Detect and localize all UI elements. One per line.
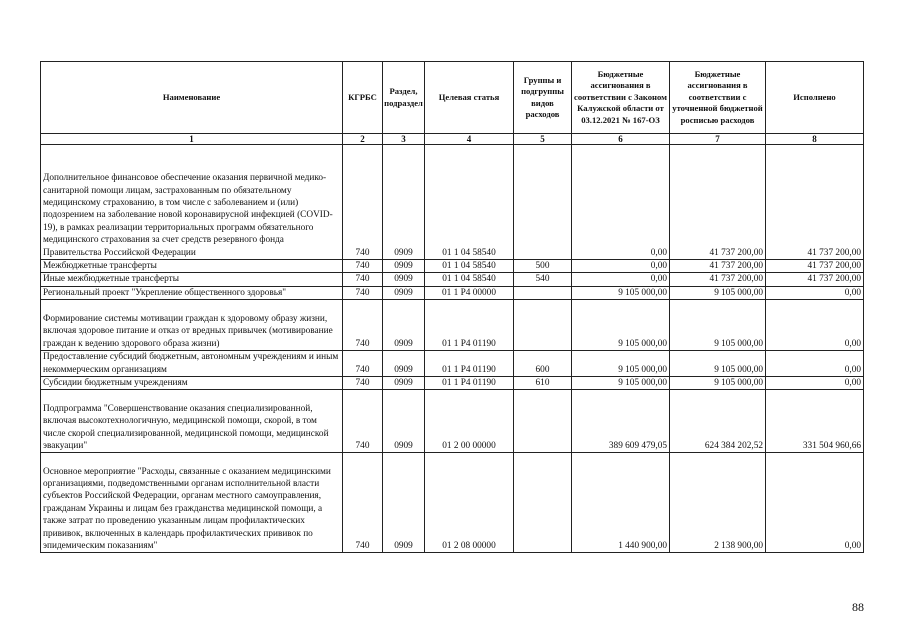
table-row bbox=[41, 145, 864, 260]
row-statya: 01 2 08 00000 bbox=[425, 453, 514, 553]
row-name: Основное мероприятие "Расходы, связанные с оказанием медицинскими организациями, подведомственными органам исполнительной власти субъектов Российской Федерации, органам местного самоуправления, гражданам Украины и лицам без гражданства медицинской помощи, а также затрат по проведению указанным лицам профилактических прививок, включенных в календарь профилактических прививок по эпидемическим показаниям" bbox=[41, 453, 343, 553]
row-law: 1 440 900,00 bbox=[572, 453, 670, 553]
row-vid bbox=[514, 286, 572, 299]
row-utoch: 9 105 000,00 bbox=[670, 286, 766, 299]
row-razdel: 0909 bbox=[383, 273, 425, 286]
row-kgrbs: 740 bbox=[343, 260, 383, 273]
page-number: 88 bbox=[852, 600, 864, 614]
column-numbers-row bbox=[41, 134, 864, 145]
row-law: 9 105 000,00 bbox=[572, 351, 670, 377]
row-isp: 0,00 bbox=[766, 351, 864, 377]
row-name: Подпрограмма "Совершенствование оказания специализированной, включая высокотехнологичную, медицинской помощи, скорой, в том числе скорой специализированной, медицинской помощи, медицинской эвакуации" bbox=[41, 390, 343, 453]
row-utoch: 41 737 200,00 bbox=[670, 145, 766, 260]
row-vid: 600 bbox=[514, 351, 572, 377]
table-row bbox=[41, 260, 864, 273]
row-law: 9 105 000,00 bbox=[572, 286, 670, 299]
row-utoch: 2 138 900,00 bbox=[670, 453, 766, 553]
header-vid: Группы и подгруппы видов расходов bbox=[514, 62, 572, 134]
row-razdel: 0909 bbox=[383, 453, 425, 553]
table-row bbox=[41, 286, 864, 299]
header-statya: Целевая статья bbox=[425, 62, 514, 134]
row-vid bbox=[514, 300, 572, 351]
row-statya: 01 1 P4 01190 bbox=[425, 377, 514, 390]
row-utoch: 41 737 200,00 bbox=[670, 273, 766, 286]
col-number: 1 bbox=[41, 134, 343, 145]
row-kgrbs: 740 bbox=[343, 390, 383, 453]
row-vid: 500 bbox=[514, 260, 572, 273]
row-statya: 01 1 04 58540 bbox=[425, 260, 514, 273]
row-vid bbox=[514, 453, 572, 553]
header-name: Наименование bbox=[41, 62, 343, 134]
row-statya: 01 1 P4 00000 bbox=[425, 286, 514, 299]
row-razdel: 0909 bbox=[383, 351, 425, 377]
row-utoch: 9 105 000,00 bbox=[670, 377, 766, 390]
col-number: 4 bbox=[425, 134, 514, 145]
row-statya: 01 2 00 00000 bbox=[425, 390, 514, 453]
row-isp: 0,00 bbox=[766, 300, 864, 351]
row-isp: 0,00 bbox=[766, 286, 864, 299]
row-razdel: 0909 bbox=[383, 390, 425, 453]
header-razdel: Раздел, подраздел bbox=[383, 62, 425, 134]
row-kgrbs: 740 bbox=[343, 351, 383, 377]
row-vid: 540 bbox=[514, 273, 572, 286]
col-number: 8 bbox=[766, 134, 864, 145]
row-vid bbox=[514, 390, 572, 453]
table-row bbox=[41, 300, 864, 351]
row-razdel: 0909 bbox=[383, 145, 425, 260]
row-isp: 41 737 200,00 bbox=[766, 145, 864, 260]
table-row bbox=[41, 390, 864, 453]
row-statya: 01 1 P4 01190 bbox=[425, 351, 514, 377]
row-law: 389 609 479,05 bbox=[572, 390, 670, 453]
row-statya: 01 1 04 58540 bbox=[425, 273, 514, 286]
row-isp: 41 737 200,00 bbox=[766, 260, 864, 273]
row-kgrbs: 740 bbox=[343, 286, 383, 299]
table-row bbox=[41, 453, 864, 553]
row-kgrbs: 740 bbox=[343, 273, 383, 286]
row-utoch: 9 105 000,00 bbox=[670, 300, 766, 351]
row-utoch: 624 384 202,52 bbox=[670, 390, 766, 453]
col-number: 6 bbox=[572, 134, 670, 145]
row-law: 0,00 bbox=[572, 273, 670, 286]
row-statya: 01 1 04 58540 bbox=[425, 145, 514, 260]
row-name: Иные межбюджетные трансферты bbox=[41, 273, 343, 286]
row-razdel: 0909 bbox=[383, 300, 425, 351]
row-statya: 01 1 P4 01190 bbox=[425, 300, 514, 351]
row-name: Межбюджетные трансферты bbox=[41, 260, 343, 273]
row-vid: 610 bbox=[514, 377, 572, 390]
table-row bbox=[41, 377, 864, 390]
row-vid bbox=[514, 145, 572, 260]
row-isp: 41 737 200,00 bbox=[766, 273, 864, 286]
row-name: Предоставление субсидий бюджетным, автономным учреждениям и иным некоммерческим организациям bbox=[41, 351, 343, 377]
row-name: Дополнительное финансовое обеспечение оказания первичной медико-санитарной помощи лицам, застрахованным по обязательному медицинскому страхованию, в том числе с заболеванием и (или) подозрением на заболевание новой коронавирусной инфекцией (COVID-19), в рамках реализации территориальных программ обязательного медицинского страхования за счет средств резервного фонда Правительства Российской Федерации bbox=[41, 145, 343, 260]
row-razdel: 0909 bbox=[383, 377, 425, 390]
table-row bbox=[41, 273, 864, 286]
row-kgrbs: 740 bbox=[343, 377, 383, 390]
budget-table bbox=[40, 61, 864, 553]
row-kgrbs: 740 bbox=[343, 145, 383, 260]
col-number: 7 bbox=[670, 134, 766, 145]
row-law: 9 105 000,00 bbox=[572, 300, 670, 351]
table-row bbox=[41, 351, 864, 377]
row-name: Формирование системы мотивации граждан к здоровому образу жизни, включая здоровое питание и отказ от вредных привычек (мотивирование граждан к ведению здорового образа жизни) bbox=[41, 300, 343, 351]
header-kgrbs: КГРБС bbox=[343, 62, 383, 134]
row-isp: 0,00 bbox=[766, 453, 864, 553]
col-number: 2 bbox=[343, 134, 383, 145]
row-kgrbs: 740 bbox=[343, 300, 383, 351]
header-utoch: Бюджетные ассигнования в соответствии с уточненной бюджетной росписью расходов bbox=[670, 62, 766, 134]
row-isp: 0,00 bbox=[766, 377, 864, 390]
row-name: Региональный проект "Укрепление общественного здоровья" bbox=[41, 286, 343, 299]
header-isp: Исполнено bbox=[766, 62, 864, 134]
header-law: Бюджетные ассигнования в соответствии с Законом Калужской области от 03.12.2021 № 167-ОЗ bbox=[572, 62, 670, 134]
col-number: 5 bbox=[514, 134, 572, 145]
row-isp: 331 504 960,66 bbox=[766, 390, 864, 453]
row-name: Субсидии бюджетным учреждениям bbox=[41, 377, 343, 390]
row-utoch: 41 737 200,00 bbox=[670, 260, 766, 273]
col-number: 3 bbox=[383, 134, 425, 145]
row-kgrbs: 740 bbox=[343, 453, 383, 553]
row-razdel: 0909 bbox=[383, 260, 425, 273]
row-razdel: 0909 bbox=[383, 286, 425, 299]
row-utoch: 9 105 000,00 bbox=[670, 351, 766, 377]
row-law: 9 105 000,00 bbox=[572, 377, 670, 390]
row-law: 0,00 bbox=[572, 260, 670, 273]
header-row bbox=[41, 62, 864, 134]
row-law: 0,00 bbox=[572, 145, 670, 260]
